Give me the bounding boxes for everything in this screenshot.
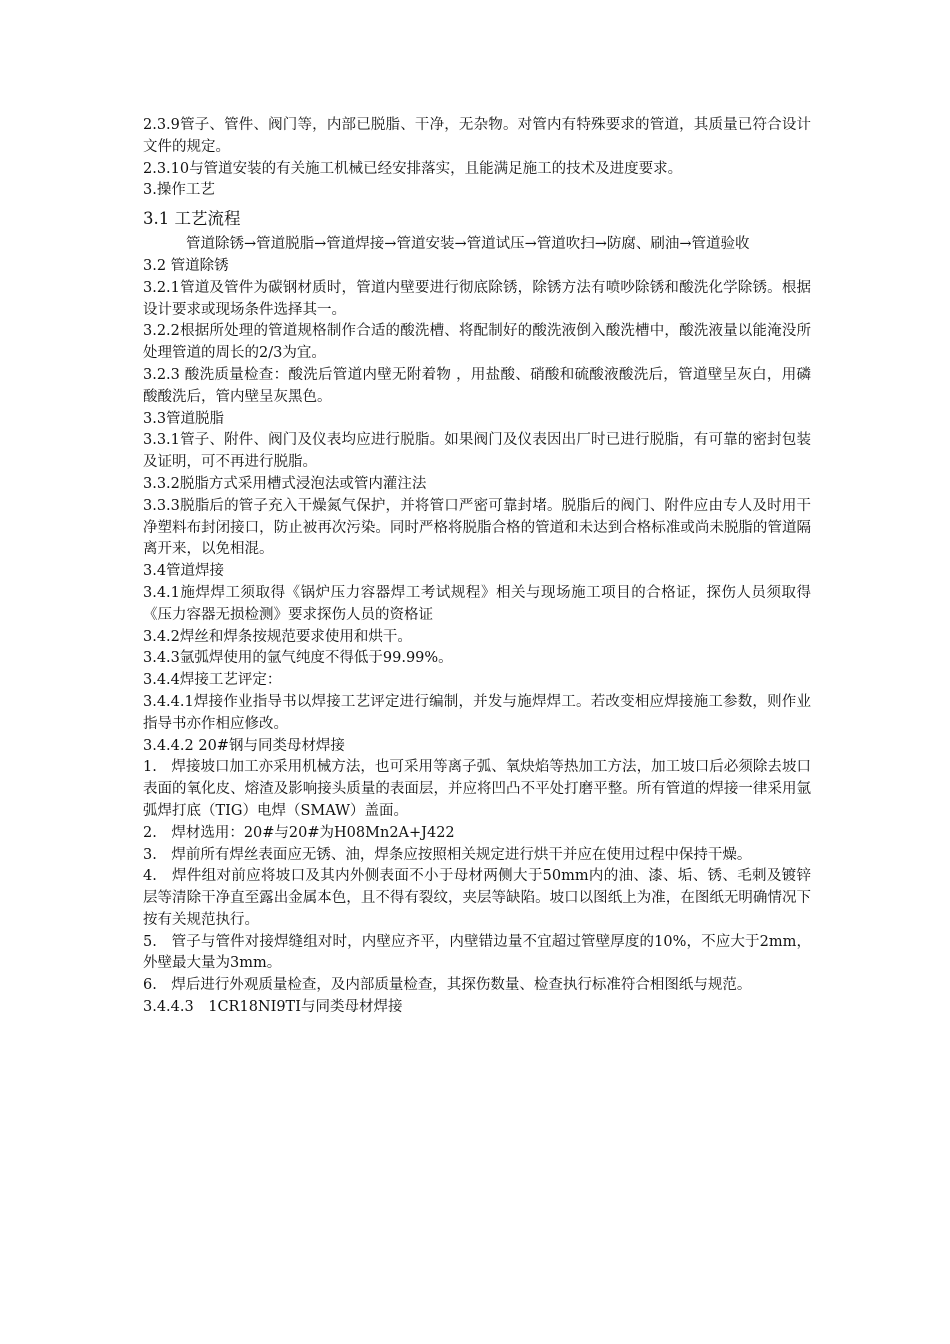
paragraph-p-2-3-9: 2.3.9管子、管件、阀门等，内部已脱脂、干净，无杂物。对管内有特殊要求的管道，其质量已符合设计文件的规定。 — [143, 117, 811, 155]
paragraph-p-3-4-1: 3.4.1施焊焊工须取得《锅炉压力容器焊工考试规程》相关与现场施工项目的合格证，探伤人员须取得《压力容器无损检测》要求探伤人员的资格证 — [143, 584, 811, 623]
paragraph-p-3-4-4-2: 3.4.4.2 20#钢与同类母材焊接 — [143, 737, 345, 754]
paragraph-p-3-2-1: 3.2.1管道及管件为碳钢材质时，管道内壁要进行彻底除锈，除锈方法有喷吵除锈和酸洗化学除锈。根据设计要求或现场条件选择其一。 — [143, 279, 811, 318]
paragraph-p-item-5: 5. 管子与管件对接焊缝组对时，内壁应齐平，内壁错边量不宜超过管壁厚度的10%，不应大于2mm，外壁最大量为3mm。 — [143, 933, 811, 972]
paragraph-p-3-4-4-3: 3.4.4.3 1CR18NI9TI与同类母材焊接 — [143, 999, 403, 1016]
paragraph-p-item-3: 3. 焊前所有焊丝表面应无锈、油，焊条应按照相关规定进行烘干并应在使用过程中保持干燥。 — [143, 846, 752, 863]
paragraph-p-3-2-2: 3.2.2根据所处理的管道规格制作合适的酸洗槽、将配制好的酸洗液倒入酸洗槽中，酸洗液量以能淹没所处理管道的周长的2/3为宜。 — [143, 323, 811, 362]
document-body — [143, 115, 811, 1019]
paragraph-p-3-4-4: 3.4.4焊接工艺评定： — [143, 672, 282, 689]
paragraph-p-3-3-2: 3.3.2脱脂方式采用槽式浸泡法或管内灌注法 — [143, 475, 427, 492]
paragraph-p-item-2: 2. 焊材选用：20#与20#为H08Mn2A+J422 — [143, 824, 455, 841]
paragraph-p-3-4-4-1: 3.4.4.1焊接作业指导书以焊接工艺评定进行编制，并发与施焊焊工。若改变相应焊接施工参数，则作业指导书亦作相应修改。 — [143, 693, 811, 732]
paragraph-p-item-6: 6. 焊后进行外观质量检查，及内部质量检查，其探伤数量、检查执行标准符合相图纸与规范。 — [143, 977, 752, 994]
paragraph-p-2-3-10: 2.3.10与管道安装的有关施工机械已经安排落实，且能满足施工的技术及进度要求。 — [143, 160, 683, 177]
paragraph-p-3-3: 3.3管道脱脂 — [143, 410, 225, 427]
paragraph-p-3-1-flow: 管道除锈→管道脱脂→管道焊接→管道安装→管道试压→管道吹扫→防腐、刷油→管道验收 — [186, 236, 750, 253]
paragraph-p-3-4-2: 3.4.2焊丝和焊条按规范要求使用和烘干。 — [143, 628, 412, 645]
paragraph-p-3-1: 3.1 工艺流程 — [143, 209, 241, 229]
paragraph-p-3: 3.操作工艺 — [143, 182, 215, 199]
paragraph-p-3-4: 3.4管道焊接 — [143, 563, 225, 580]
paragraph-p-3-3-1: 3.3.1管子、附件、阀门及仪表均应进行脱脂。如果阀门及仪表因出厂时已进行脱脂，有可靠的密封包装及证明，可不再进行脱脂。 — [143, 432, 811, 471]
paragraph-p-3-2: 3.2 管道除锈 — [143, 257, 229, 274]
paragraph-p-3-4-3: 3.4.3氩弧焊使用的氩气纯度不得低于99.99%。 — [143, 650, 453, 667]
paragraph-p-item-4: 4. 焊件组对前应将坡口及其内外侧表面不小于母材两侧大于50mm内的油、漆、垢、锈、毛刺及镀锌层等清除干净直至露出金属本色，且不得有裂纹，夹层等缺陷。坡口以图纸上为准，在图纸无明确情况下按有关规范执行。 — [143, 868, 811, 928]
paragraph-p-item-1: 1. 焊接坡口加工亦采用机械方法，也可采用等离子弧、氧炔焰等热加工方法，加工坡口后必须除去坡口表面的氧化皮、熔渣及影响接头质量的表面层，并应将凹凸不平处打磨平整。所有管道的焊接一律采用氩弧焊打底（TIG）电焊（SMAW）盖面。 — [143, 759, 811, 819]
paragraph-p-3-2-3: 3.2.3 酸洗质量检查：酸洗后管道内壁无附着物 ，用盐酸、硝酸和硫酸液酸洗后，管道壁呈灰白，用磷酸酸洗后，管内壁呈灰黑色。 — [143, 366, 811, 405]
paragraph-p-3-3-3: 3.3.3脱脂后的管子充入干燥氮气保护，并将管口严密可靠封堵。脱脂后的阀门、附件应由专人及时用干净塑料布封闭接口，防止被再次污染。同时严格将脱脂合格的管道和未达到合格标准或尚未脱脂的管道隔离开来，以免相混。 — [143, 497, 811, 558]
